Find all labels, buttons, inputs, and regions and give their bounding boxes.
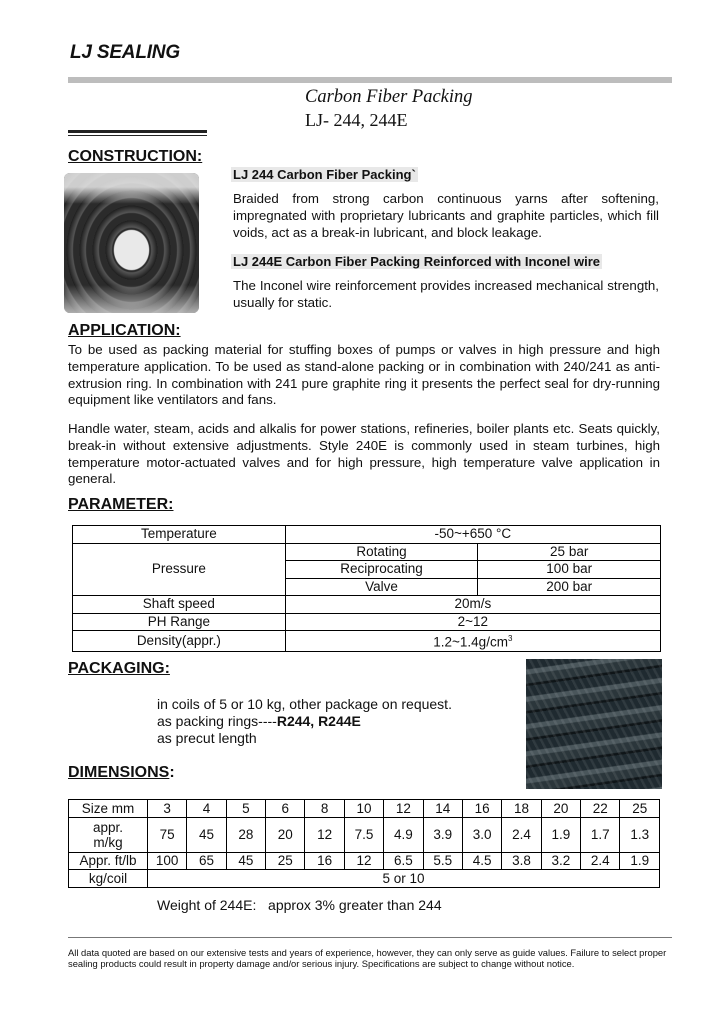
dimension-cell: 10	[344, 800, 383, 818]
table-row	[73, 596, 661, 614]
weight-note-label: Weight of 244E:	[157, 897, 257, 913]
dimensions-table	[68, 799, 660, 888]
parameter-value	[285, 631, 660, 652]
dimension-cell: 1.9	[620, 852, 660, 870]
parameter-label: Temperature	[73, 526, 286, 544]
dimension-cell: 2.4	[502, 817, 541, 852]
dimension-cell: 18	[502, 800, 541, 818]
dimension-cell: 3.8	[502, 852, 541, 870]
dimension-cell: 14	[423, 800, 462, 818]
label-line: appr.	[92, 819, 123, 835]
density-value: 1.2~1.4g/cm	[433, 634, 508, 650]
parameter-label: Density(appr.)	[73, 631, 286, 652]
dimension-cell: 20	[541, 800, 580, 818]
dimension-cell: 5	[226, 800, 265, 818]
braided-packing-photo	[526, 659, 662, 789]
dimension-cell: 8	[305, 800, 344, 818]
coil-weight-value: 5 or 10	[147, 870, 659, 888]
dimension-cell: 6	[266, 800, 305, 818]
dimension-cell: 45	[187, 817, 226, 852]
table-row	[69, 817, 660, 852]
dimensions-heading-colon: :	[169, 764, 175, 781]
dimension-cell: 65	[187, 852, 226, 870]
density-unit-exponent: 3	[507, 634, 513, 643]
packaging-line: as precut length	[157, 730, 257, 746]
dimensions-heading	[68, 764, 175, 782]
construction-item-text: The Inconel wire reinforcement provides increased mechanical strength, usually for static.	[233, 278, 659, 310]
header-divider	[68, 77, 672, 83]
dimension-cell: 20	[266, 817, 305, 852]
dimension-cell: 28	[226, 817, 265, 852]
dimension-cell: 6.5	[384, 852, 423, 870]
title-underline-thick	[68, 130, 207, 133]
dimension-cell: 25	[620, 800, 660, 818]
packaging-list	[157, 696, 452, 747]
dimension-cell: 5.5	[423, 852, 462, 870]
table-row	[73, 631, 661, 652]
pressure-value: 100 bar	[478, 561, 661, 579]
parameter-value: 20m/s	[285, 596, 660, 614]
product-title: Carbon Fiber Packing	[305, 87, 473, 107]
dimension-cell: 2.4	[581, 852, 620, 870]
application-paragraph: Handle water, steam, acids and alkalis for power stations, refineries, boiler plants etc. Seats quickly, break-in without extensive adjustments. Style 240E is commonly used in steam turbines, high temperature motor-actuated valves and for high pressure, high temperature valve application in general.	[68, 421, 660, 487]
pressure-mode: Valve	[285, 578, 478, 596]
dimension-cell: 1.7	[581, 817, 620, 852]
dimension-cell: 4.9	[384, 817, 423, 852]
construction-heading: CONSTRUCTION:	[68, 148, 203, 165]
product-model: LJ- 244, 244E	[305, 110, 408, 130]
footer-disclaimer: All data quoted are based on our extensive tests and years of experience, however, they can only serve as guide values. Failure to select proper sealing products could result in property damage and/or serious injury. Specifications are subject to change without notice.	[68, 947, 667, 970]
title-underline-thin	[68, 135, 207, 136]
parameter-value: 2~12	[285, 613, 660, 631]
carbon-packing-coil-photo	[64, 173, 199, 313]
weight-note-value: approx 3% greater than 244	[268, 897, 442, 913]
dimension-cell: 3	[147, 800, 186, 818]
pressure-value: 25 bar	[478, 543, 661, 561]
pressure-mode: Rotating	[285, 543, 478, 561]
packaging-line: in coils of 5 or 10 kg, other package on request.	[157, 696, 452, 712]
dimension-cell: 22	[581, 800, 620, 818]
dimension-cell: 75	[147, 817, 186, 852]
table-row	[73, 526, 661, 544]
construction-item-title: LJ 244 Carbon Fiber Packing`	[233, 167, 416, 182]
weight-note	[157, 897, 442, 913]
dimension-cell: 7.5	[344, 817, 383, 852]
dimension-cell: 4	[187, 800, 226, 818]
parameter-value: -50~+650 °C	[285, 526, 660, 544]
construction-item-text: Braided from strong carbon continuous yarns after softening, impregnated with proprietary lubricants and graphite particles, which fill voids, act as a break-in lubricant, and block leakage.	[233, 191, 659, 240]
table-row	[69, 870, 660, 888]
footer-divider	[68, 937, 672, 938]
dimension-cell: 1.9	[541, 817, 580, 852]
dimension-cell: 12	[305, 817, 344, 852]
application-paragraph: To be used as packing material for stuffing boxes of pumps or valves in high pressure and high temperature application. To be used as stand-alone packing or in combination with 240/241 as anti-extrusion ring. In combination with 241 pure graphite ring it presents the perfect seal for dry-running equipment like ventilators and fans.	[68, 342, 660, 408]
application-heading: APPLICATION:	[68, 322, 181, 339]
parameter-heading: PARAMETER:	[68, 496, 174, 513]
dimension-row-label: Appr. ft/lb	[69, 852, 148, 870]
dimension-cell: 16	[305, 852, 344, 870]
parameter-table	[72, 525, 661, 652]
dimension-row-label: Size mm	[69, 800, 148, 818]
packaging-rings-prefix: as packing rings----	[157, 713, 277, 729]
dimension-cell: 1.3	[620, 817, 660, 852]
dimension-cell: 4.5	[462, 852, 501, 870]
pressure-mode: Reciprocating	[285, 561, 478, 579]
packaging-line	[157, 713, 452, 730]
pressure-value: 200 bar	[478, 578, 661, 596]
table-row	[69, 800, 660, 818]
packaging-rings-models: R244, R244E	[276, 713, 361, 729]
dimensions-heading-text: DIMENSIONS	[68, 764, 170, 781]
dimension-cell: 25	[266, 852, 305, 870]
dimension-cell: 12	[384, 800, 423, 818]
table-row	[69, 852, 660, 870]
dimension-cell: 3.0	[462, 817, 501, 852]
parameter-label: Pressure	[73, 543, 286, 596]
dimension-cell: 12	[344, 852, 383, 870]
dimension-cell: 3.9	[423, 817, 462, 852]
packaging-heading: PACKAGING:	[68, 660, 170, 677]
parameter-label: PH Range	[73, 613, 286, 631]
label-line: m/kg	[93, 834, 123, 850]
table-row	[73, 543, 661, 561]
parameter-label: Shaft speed	[73, 596, 286, 614]
dimension-cell: 16	[462, 800, 501, 818]
dimension-cell: 45	[226, 852, 265, 870]
table-row	[73, 613, 661, 631]
construction-item-title: LJ 244E Carbon Fiber Packing Reinforced with Inconel wire	[233, 254, 600, 269]
dimension-row-label	[69, 817, 148, 852]
brand-logo-text: LJ SEALING	[70, 42, 180, 63]
dimension-cell: 100	[147, 852, 186, 870]
dimension-cell: 3.2	[541, 852, 580, 870]
dimension-row-label: kg/coil	[69, 870, 148, 888]
